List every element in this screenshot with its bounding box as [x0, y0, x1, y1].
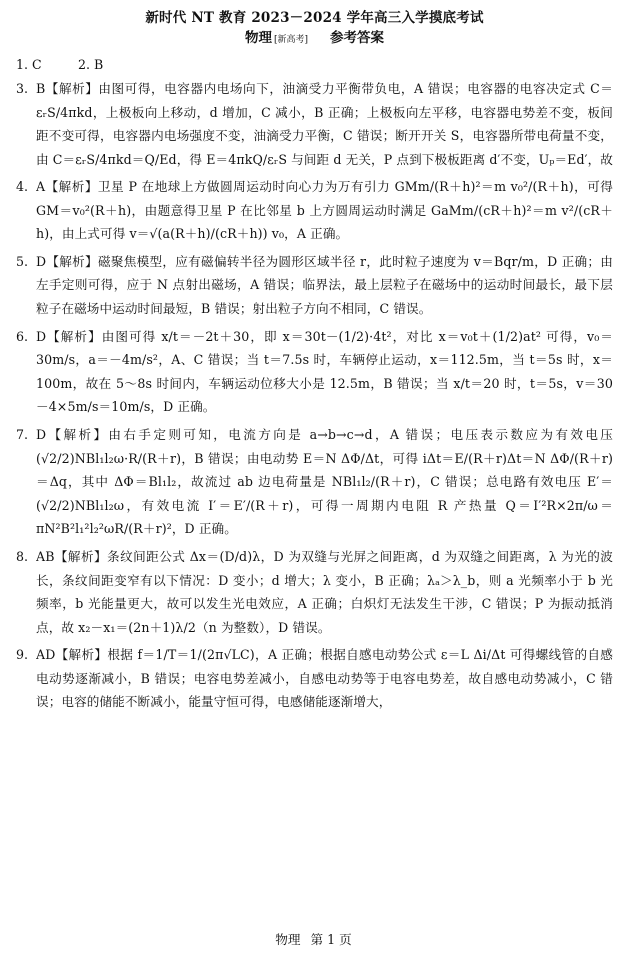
short-answers	[16, 53, 613, 77]
question-explanation: AD【解析】根据 f＝1/T＝1/(2π√LC)，A 正确；根据自感电动势公式 ε＝L Δi/Δt 可得螺线管的自感电动势逐渐减小，B 错误；电容电势差减小，自感电动势等于电容电势差，故自感电动势减小，C 错误；电容的储能不断减小，能量守恒可得，电感储能逐渐增大，	[36, 646, 613, 710]
question-number: 3.	[16, 81, 29, 96]
question-number: 9.	[16, 646, 29, 662]
question-4	[16, 175, 613, 246]
page-footer	[0, 930, 627, 950]
short-answer-item: 1. C	[16, 57, 42, 72]
question-number: 7.	[16, 426, 29, 442]
question-explanation: AB【解析】条纹间距公式 Δx＝(D/d)λ，D 为双缝与光屏之间距离，d 为双缝之间距离，λ 为光的波长，条纹间距变窄有以下情况：D 变小；d 增大；λ 变小，B 正确；λₐ＞λ_b，则 a 光频率小于 b 光频率，b 光能量更大，故可以发生光电效应，A 正确；白炽灯无法发生干涉，C 错误；P 为振动抵消点，故 x₂－x₁＝(2n＋1)λ/2（n 为整数），D 错误。	[36, 548, 613, 635]
question-5	[16, 250, 613, 321]
footer-subject: 物理	[275, 932, 301, 947]
question-explanation: D【解析】由图可得 x/t＝－2t＋30，即 x＝30t－(1/2)·4t²，对比 x＝v₀t＋(1/2)at² 可得，v₀＝30m/s，a＝－4m/s²，A、C 错误；当 t＝7.5s 时，车辆停止运动，x＝112.5m，当 t＝5s 时，x＝100m，故在 5～8s 时间内，车辆运动位移大小是 12.5m，B 错误；当 x/t＝20 时，t＝5s，v＝30－4×5m/s＝10m/s，D 正确。	[36, 328, 613, 415]
question-8	[16, 545, 613, 639]
short-answer-item: 2. B	[78, 57, 104, 72]
subject-label: 物理	[244, 30, 272, 46]
doc-type-label: 参考答案	[330, 30, 385, 46]
question-number: 4.	[16, 179, 29, 194]
question-6	[16, 325, 613, 419]
exam-title: 新时代 NT 教育 2023－2024 学年高三入学摸底考试	[145, 10, 484, 26]
question-9	[16, 643, 613, 713]
subject-tag: [新高考]	[273, 35, 309, 45]
question-explanation: D【解析】由右手定则可知，电流方向是 a→b→c→d，A 错误；电压表示数应为有效电压 (√2/2)NBl₁l₂ω·R/(R＋r)，B 错误；由电动势 E＝N ΔΦ/Δt，可得 iΔt＝E/(R＋r)Δt＝N ΔΦ/(R＋r)＝Δq，其中 ΔΦ＝Bl₁l₂，故流过 ab 边电荷量是 NBl₁l₂/(R＋r)，C 错误；总电路有效电压 E′＝(√2/2)NBl₁l₂ω，有效电流 I′＝E′/(R＋r)，可得一周期内电阻 R 产热量 Q＝I′²R×2π/ω＝πN²B²l₁²l₂²ωR/(R＋r)²，D 正确。	[36, 426, 613, 537]
page-number: 第 1 页	[310, 932, 352, 947]
question-number: 8.	[16, 548, 29, 564]
answer-subtitle	[16, 28, 613, 50]
question-3	[16, 77, 613, 171]
question-number: 5.	[16, 253, 29, 269]
question-number: 6.	[16, 328, 29, 344]
question-7	[16, 423, 613, 541]
question-explanation: A【解析】卫星 P 在地球上方做圆周运动时向心力为万有引力 GMm/(R＋h)²＝m v₀²/(R＋h)，可得 GM＝v₀²(R＋h)，由题意得卫星 P 在比邻星 b 上方圆周运动时满足 GaMm/(cR＋h)²＝m v²/(cR＋h)，由上式可得 v＝√(a(R＋h)/(cR＋h)) v₀，A 正确。	[36, 179, 613, 242]
question-explanation: B【解析】由图可得，电容器内电场向下，油滴受力平衡带负电，A 错误；电容器的电容决定式 C＝εᵣS/4πkd，上极板向上移动，d 增加，C 减小，B 正确；上极板向左平移，电容器电势差不变，板间距不变可得，电容器内电场强度不变，油滴受力平衡，C 错误；断开开关 S，电容器所带电荷量不变，由 C＝εᵣS/4πkd＝Q/Ed，得 E＝4πkQ/εᵣS 与间距 d 无关，P 点到下极板距离 d′不变，Uₚ＝Ed′，故	[36, 81, 613, 167]
question-explanation: D【解析】磁聚焦模型，应有磁偏转半径为圆形区域半径 r，此时粒子速度为 v＝Bqr/m，D 正确；由左手定则可得，应于 N 点射出磁场，A 错误；临界法，最上层粒子在磁场中的运动时间最长，最下层粒子在磁场中运动时间最短，B 错误；射出粒子方向不相同，C 错误。	[36, 253, 613, 316]
